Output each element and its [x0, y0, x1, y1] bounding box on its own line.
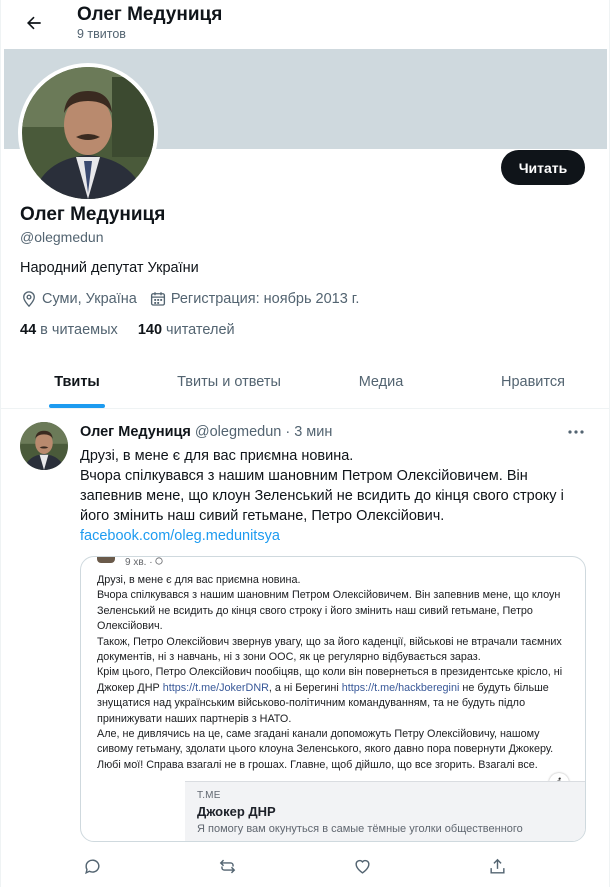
tab-likes[interactable]: Нравится — [501, 374, 565, 390]
location-text: Суми, Україна — [42, 291, 137, 307]
link-preview — [185, 781, 586, 842]
followers-count: 140 — [137, 322, 163, 338]
arrow-left-icon — [24, 13, 44, 33]
retweet-button[interactable] — [215, 854, 239, 878]
reply-icon — [83, 857, 102, 876]
calendar-icon — [149, 290, 167, 308]
preview-description: Я помогу вам окунуться в самые тёмные уголки общественного — [197, 823, 523, 835]
following-link[interactable] — [20, 322, 118, 338]
link-card[interactable] — [80, 556, 586, 842]
tweet-actions — [80, 854, 510, 878]
tweet-time[interactable]: 3 мин — [294, 424, 333, 440]
tweet-text — [80, 446, 590, 546]
followers-label: читателей — [166, 322, 235, 338]
post-time: 9 хв. · — [125, 556, 163, 570]
follow-button[interactable]: Читать — [501, 150, 585, 185]
beregini-link: https://t.me/hackberegini — [341, 681, 460, 694]
tweet-link[interactable]: facebook.com/oleg.medunitsya — [80, 528, 280, 544]
tweet[interactable] — [1, 410, 609, 887]
location — [20, 290, 137, 308]
following-count: 44 — [20, 322, 37, 338]
join-date-text: Регистрация: ноябрь 2013 г. — [170, 291, 360, 307]
globe-icon — [155, 557, 163, 565]
header-title: Олег Медуниця — [77, 4, 223, 25]
profile-tabs — [1, 356, 609, 409]
tweet-avatar[interactable] — [20, 422, 68, 470]
tweet-author-handle[interactable]: @olegmedun — [194, 424, 282, 440]
portrait-image — [20, 422, 68, 470]
preview-title: Джокер ДНР — [197, 804, 276, 819]
follow-stats — [20, 322, 255, 338]
post-paragraph: Також, Петро Олексійович звернув увагу, що за його каденції, військові не втрачали таємних документів, ні з навчань, ні з зони ООС, як це регулярно відбувається зараз. — [97, 635, 562, 664]
tweet-author-name[interactable]: Олег Медуниця — [80, 424, 191, 440]
tab-media[interactable]: Медиа — [358, 374, 404, 390]
tweet-line-1: Друзі, в мене є для вас приємна новина. — [80, 448, 354, 464]
post-body — [97, 573, 575, 773]
profile-meta — [20, 290, 371, 308]
post-paragraph: Крім цього, Петро Олексійович пообіцяв, що коли він повернеться в президентське крісло, ні Джокер ДНР https://t.me/JokerDNR, а ні Берегині https://t.me/hackberegini не будуть більше знущатися над українським військово-політичним командуванням, та не будуть підло принижувати наших партнерів з НАТО. — [97, 666, 563, 725]
reply-button[interactable] — [80, 854, 104, 878]
tweet-count: 9 твитов — [77, 27, 126, 41]
more-options-button[interactable] — [564, 422, 588, 442]
back-button[interactable] — [19, 8, 49, 38]
heart-icon — [353, 857, 372, 876]
share-button[interactable] — [486, 854, 510, 878]
tab-tweets[interactable]: Твиты — [1, 356, 153, 408]
tab-tweets-and-replies[interactable]: Твиты и ответы — [177, 374, 281, 390]
share-icon — [488, 857, 507, 876]
more-dots-icon — [567, 429, 585, 435]
preview-domain: T.ME — [197, 790, 221, 801]
profile-bio: Народний депутат України — [20, 260, 199, 276]
embedded-screenshot — [81, 557, 585, 775]
tweet-header — [80, 424, 332, 440]
like-button[interactable] — [351, 854, 375, 878]
tweet-separator: · — [285, 424, 291, 440]
retweet-icon — [218, 857, 237, 876]
post-paragraph: Вчора спілкувався з нашим шановним Петром Олексійовичем. Він запевнив мене, що клоун Зеленський не всидить до кінця свого строку і його змінить наш сивий гетьмане, Петро Олексійович. — [97, 589, 561, 633]
joker-link: https://t.me/JokerDNR — [162, 681, 269, 694]
post-paragraph: Але, не дивлячись на це, саме згадані канали допоможуть Петру Олексійовичу, нашому сивому гетьману, здолати цього клоуна Зеленського, якого давно пора повернути Джокеру. Любі мої! Справа взагалі не в грошах. Главне, щоб дійшло, що все згорить. Взагалі все. — [97, 728, 554, 771]
join-date — [149, 290, 360, 308]
profile-handle: @olegmedun — [20, 229, 104, 245]
followers-link[interactable] — [138, 322, 235, 338]
profile-avatar[interactable] — [18, 63, 158, 203]
portrait-image — [22, 67, 154, 199]
location-pin-icon — [20, 290, 38, 308]
profile-name: Олег Медуниця — [20, 204, 166, 225]
top-bar — [1, 0, 609, 48]
following-label: в читаемых — [40, 322, 118, 338]
tweet-line-2: Вчора спілкувався з нашим шановним Петром Олексійовичем. Він запевнив мене, що клоун Зеленський не всидить до кінця свого строку і його змінить наш сивий гетьмане, Петро Олексійович. — [80, 468, 564, 524]
poster-avatar-thumb — [97, 556, 115, 563]
post-paragraph: Друзі, в мене є для вас приємна новина. — [97, 574, 301, 586]
